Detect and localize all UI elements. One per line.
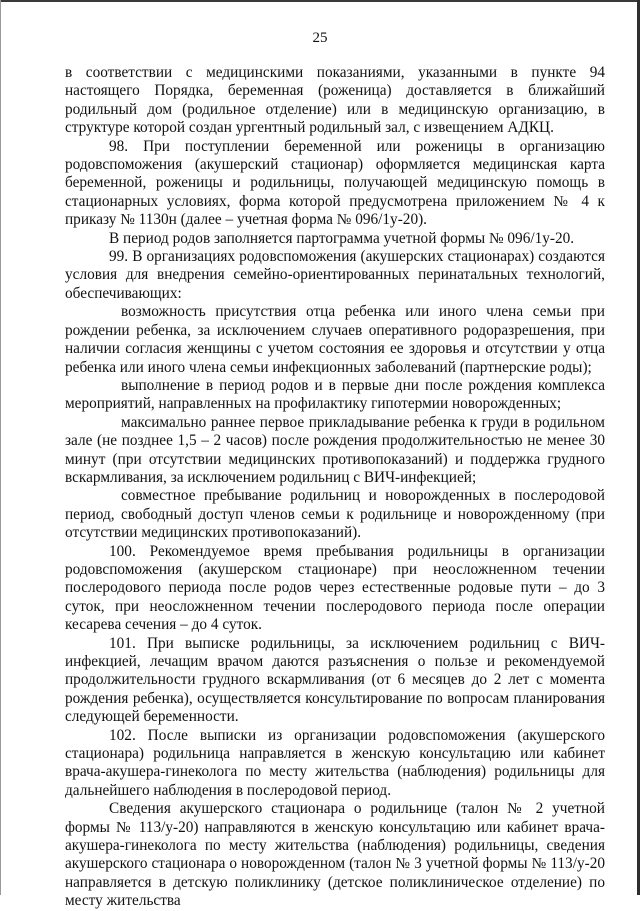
paragraph-partogram: В период родов заполняется партограмма учетной формы № 096/1у-20. xyxy=(109,229,575,247)
list-item-hypothermia: выполнение в период родов и в первые дни после рождения комплекса мероприятий, направленных на профилактику гипотермии новорожденных; xyxy=(65,376,605,413)
paragraph-item-99: 99. В организациях родовспоможения (акушерских стационарах) создаются условия для внедрения семейно-ориентированных перинатальных технологий, обеспечивающих: xyxy=(65,248,605,302)
paragraph-item-100: 100. Рекомендуемое время пребывания родильницы в организации родовспоможения (акушерском стационаре) при неосложненном течении послеродового периода после родов через естественные родовые пути – до 3 суток, при неосложненном течении послеродового периода после операции кесарева сечения – до 4 суток. xyxy=(65,542,605,634)
list-item-partner-birth: возможность присутствия отца ребенка или иного члена семьи при рождении ребенка, за исключением случаев оперативного родоразрешения, при наличии согласия женщины с учетом состояния ее здоровья и отсутствии у отца ребенка или иного члена семьи инфекционных заболеваний (партнерские роды); xyxy=(65,303,605,376)
page-text xyxy=(65,64,605,911)
paragraph-item-102: 102. После выписки из организации родовспоможения (акушерского стационара) родильница направляется в женскую консультацию или кабинет врача-акушера-гинеколога по месту жительства (наблюдения) родильницы для дальнейшего наблюдения в послеродовой период. xyxy=(65,726,605,799)
paragraph-continuation: в соответствии с медицинскими показаниями, указанными в пункте 94 настоящего Порядка, беременная (роженица) доставляется в ближайший родильный дом (родильное отделение) или в медицинскую организацию, в структуре которой создан ургентный родильный зал, с извещением АДКЦ. xyxy=(65,64,605,137)
paragraph-item-101: 101. При выписке родильницы, за исключением родильниц с ВИЧ-инфекцией, лечащим врачом даются разъяснения о пользе и рекомендуемой продолжительности грудного вскармливания (от 6 месяцев до 2 лет с момента рождения ребенка), осуществляется консультирование по вопросам планирования следующей беременности. xyxy=(65,634,605,726)
list-item-breastfeeding: максимально раннее первое прикладывание ребенка к груди в родильном зале (не позднее 1,5 – 2 часов) после рождения продолжительностью не менее 30 минут (при отсутствии медицинских противопоказаний) и поддержка грудного вскармливания, за исключением родильниц с ВИЧ-инфекцией; xyxy=(65,413,605,486)
scan-edge-top xyxy=(0,0,640,2)
scan-edge-left xyxy=(0,0,1,895)
list-item-joint-stay: совместное пребывание родильниц и новорожденных в послеродовой период, свободный доступ членов семьи к родильнице и новорожденному (при отсутствии медицинских противопоказаний). xyxy=(65,487,605,542)
paragraph-item-98: 98. При поступлении беременной или роженицы в организацию родовспоможения (акушерский стационар) оформляется медицинская карта беременной, роженицы и родильницы, получающей медицинскую помощь в стационарных условиях, форма которой предусмотрена приложением № 4 к приказу № 1130н (далее – учетная форма № 096/1у-20). xyxy=(65,137,605,229)
paragraph-hospital-info: Сведения акушерского стационара о родильнице (талон № 2 учетной формы № 113/у-20) направляются в женскую консультацию или кабинет врача-акушера-гинеколога по месту жительства (наблюдения) родильницы, сведения акушерского стационара о новорожденном (талон № 3 учетной формы № 113/у-20 направляется в детскую поликлинику (детское поликлиническое отделение) по месту жительства xyxy=(65,800,605,910)
page-number: 25 xyxy=(312,30,328,46)
